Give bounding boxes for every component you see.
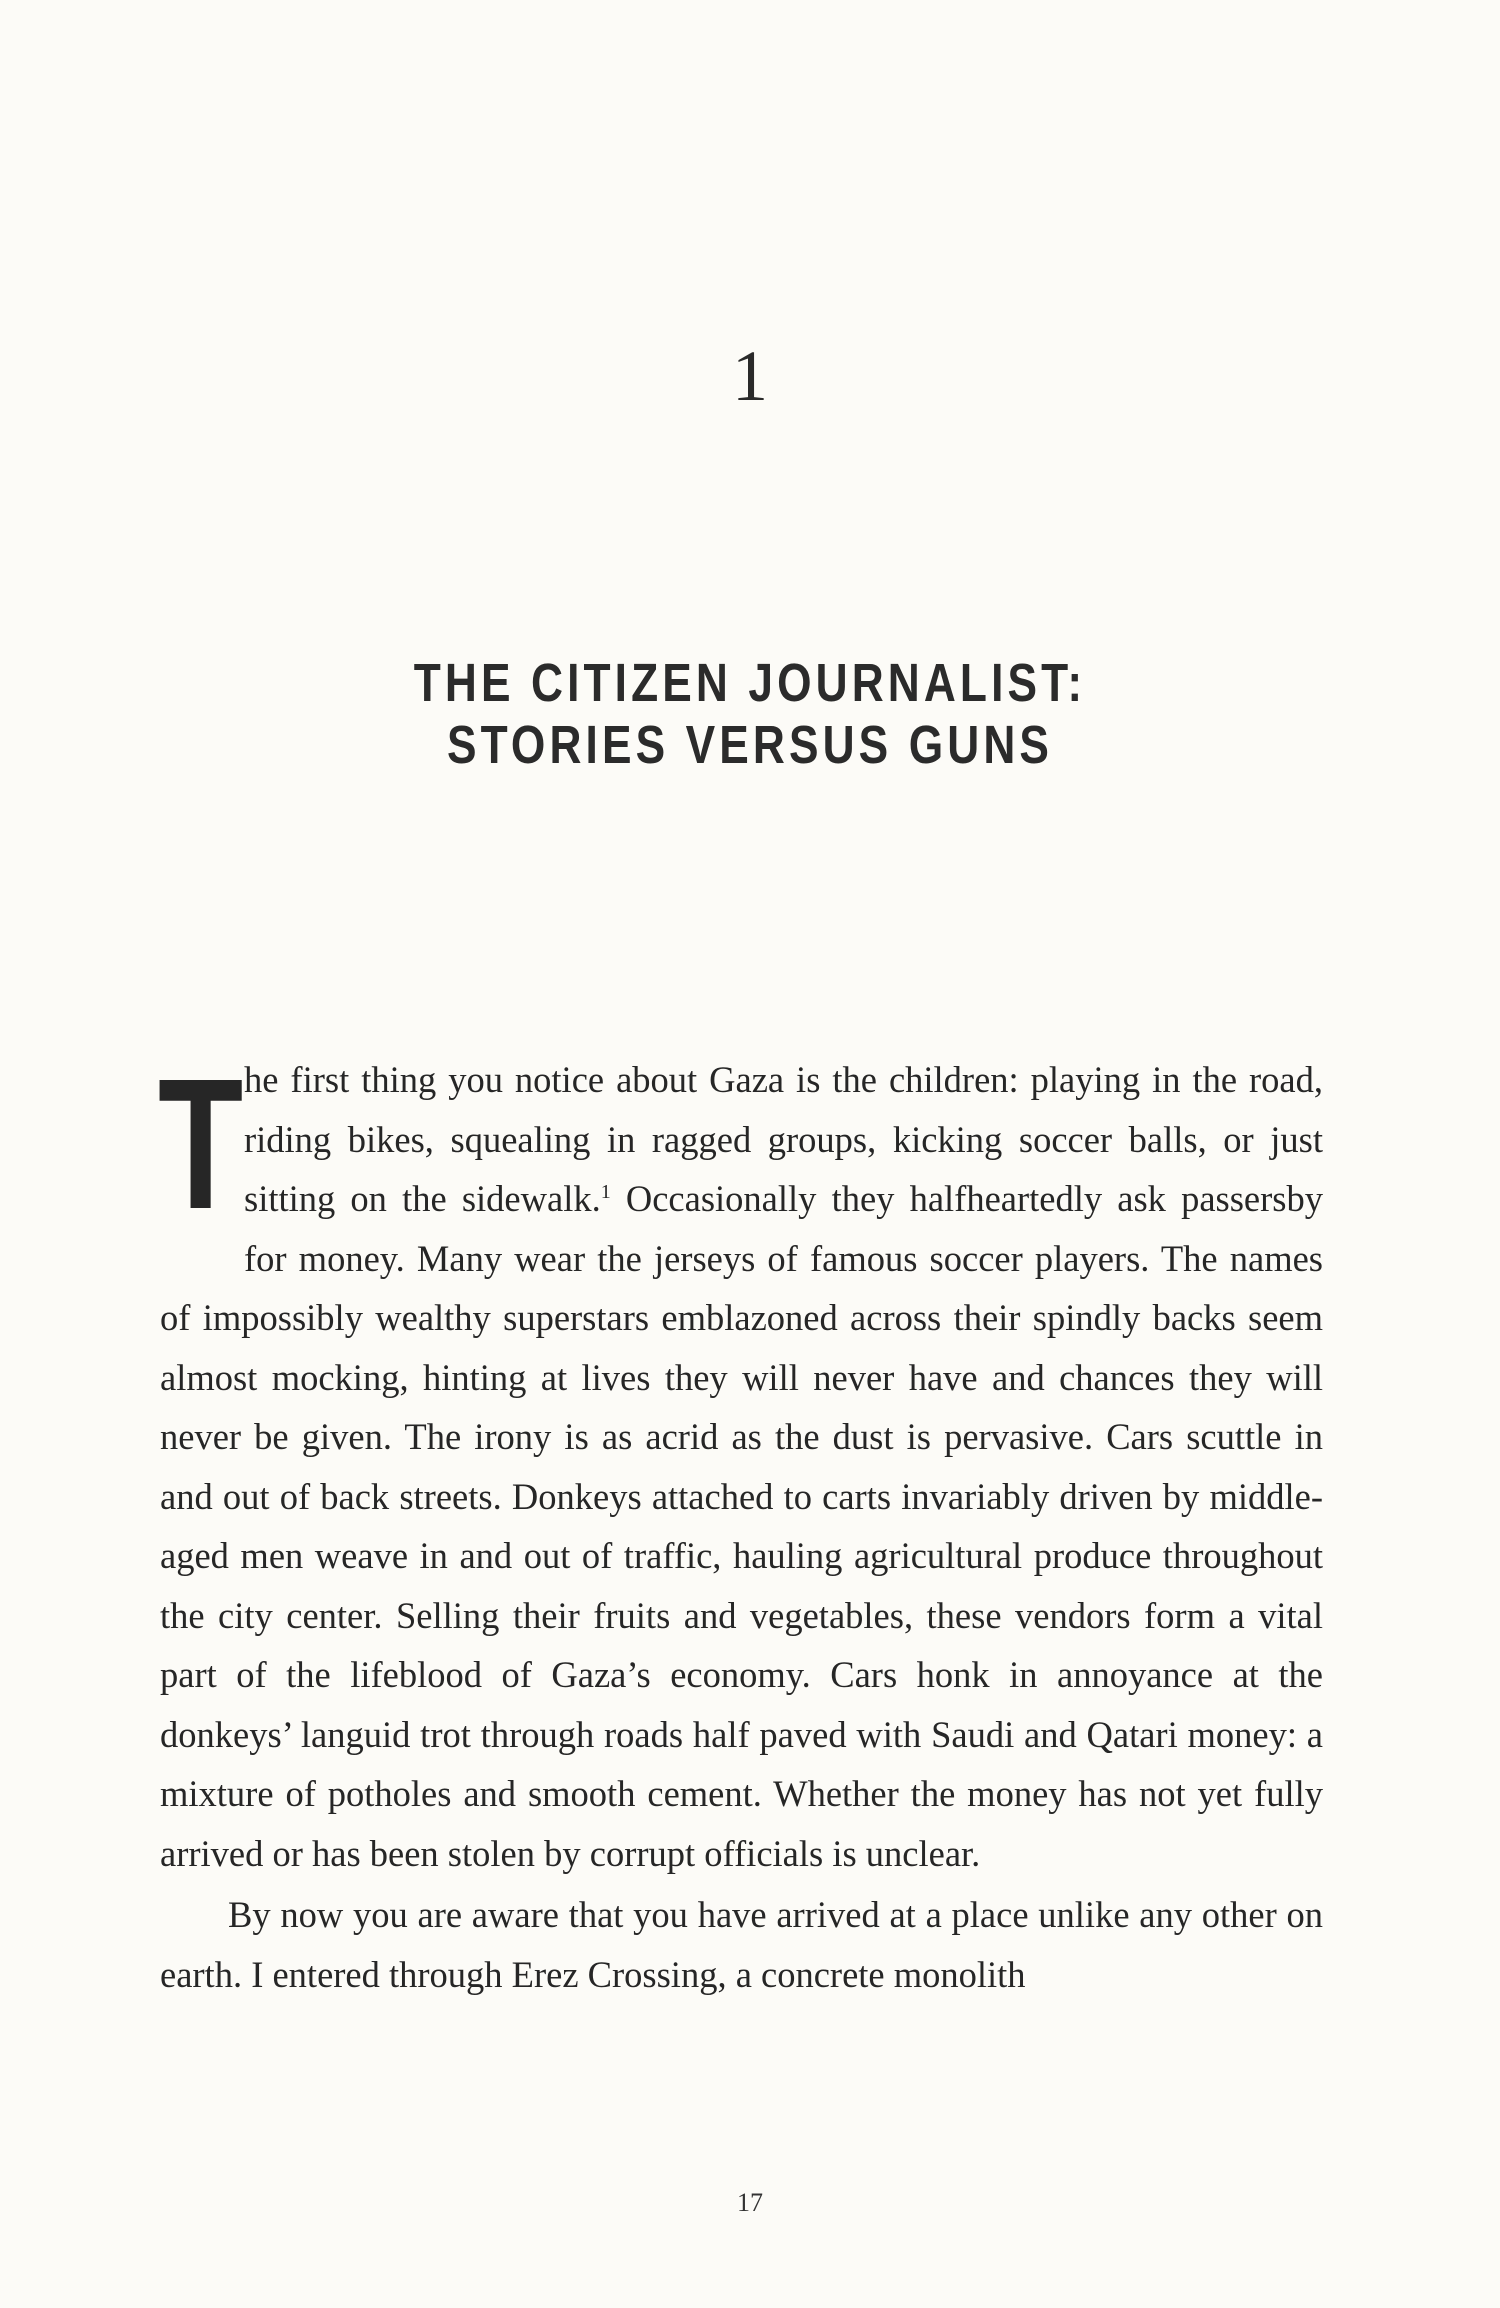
paragraph-2: By now you are aware that you have arrived at a place unlike any other on earth. I entered through Erez Crossing, a concrete monolith [160, 1894, 1323, 1995]
footnote-marker[interactable]: 1 [600, 1180, 611, 1203]
paragraph-1-text-b: Occasionally they halfheartedly ask passersby for money. Many wear the jerseys of famous soccer players. The names of impossibly wealthy superstars emblazoned across their spindly backs seem almost mocking, hinting at lives they will never have and chances they will never be given. The irony is as acrid as the dust is pervasive. Cars scuttle in and out of back streets. Donkeys attached to carts invariably driven by middleaged men weave in and out of traffic, hauling agricultural produce throughout the city center. Selling their fruits and vegetables, these vendors form a vital part of the lifeblood of Gaza’s economy. Cars honk in annoyance at the donkeys’ languid trot through roads half paved with Saudi and Qatari money: a mixture of potholes and smooth cement. Whether the money has not yet fully arrived or has been stolen by corrupt officials is unclear. [160, 1178, 1323, 1874]
paragraph-1-text-a: he first thing you notice about Gaza is the children: playing in the road, riding bikes, squealing in ragged groups, kicking soccer balls, or just sitting on the sidewalk. [244, 1059, 1323, 1219]
paragraph-1 [158, 1041, 1323, 1883]
chapter-title [135, 652, 1365, 776]
page-number: 17 [737, 2188, 763, 2217]
chapter-title-line-1: THE CITIZEN JOURNALIST: [413, 653, 1087, 713]
chapter-number: 1 [732, 336, 768, 416]
chapter-title-line-2: STORIES VERSUS GUNS [446, 715, 1054, 775]
body-text [158, 1041, 1323, 2004]
drop-cap: T [158, 1041, 244, 1248]
